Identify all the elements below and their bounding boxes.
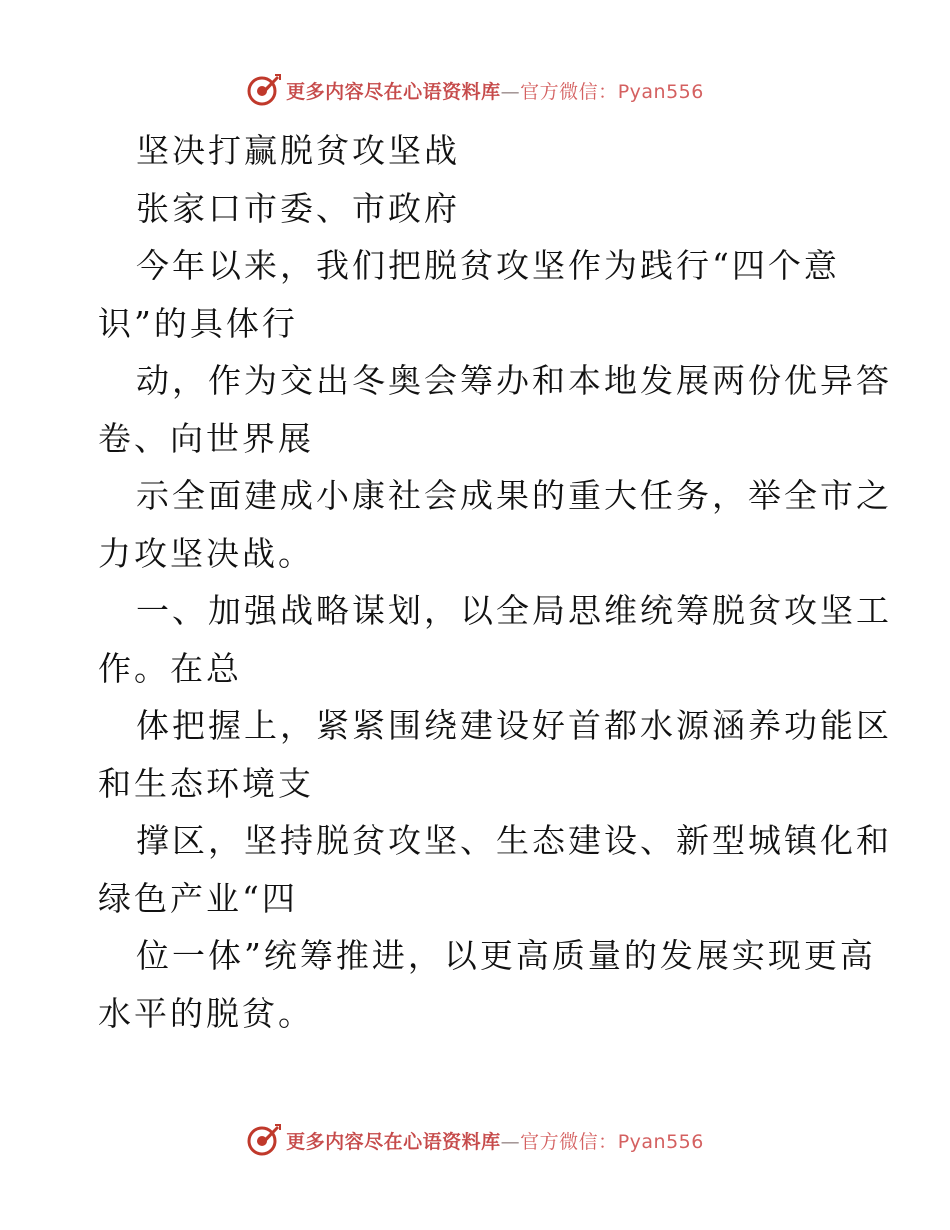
watermark-wechat-label: 官方微信： bbox=[520, 1130, 618, 1153]
footer-watermark bbox=[0, 1120, 950, 1160]
quill-logo-icon bbox=[246, 72, 282, 108]
watermark-text bbox=[286, 77, 704, 104]
text-line: 卷、向世界展 bbox=[98, 418, 314, 458]
text-line: 动，作为交出冬奥会筹办和本地发展两份优异答 bbox=[136, 361, 892, 400]
text-line: 识”的具体行 bbox=[98, 303, 298, 343]
quill-logo-icon bbox=[246, 1122, 282, 1158]
text-line: 水平的脱贫。 bbox=[98, 993, 314, 1033]
text-line: 力攻坚决战。 bbox=[98, 533, 314, 573]
watermark-site-name: 更多内容尽在心语资料库 bbox=[286, 80, 501, 103]
text-line: 位一体”统筹推进，以更高质量的发展实现更高 bbox=[136, 936, 876, 975]
watermark-wechat-id: Pyan556 bbox=[617, 80, 704, 103]
document-body bbox=[98, 122, 892, 1042]
text-line: 和生态环境支 bbox=[98, 763, 314, 803]
text-line: 撑区，坚持脱贫攻坚、生态建设、新型城镇化和 bbox=[136, 821, 892, 860]
watermark-wechat-id: Pyan556 bbox=[617, 1130, 704, 1153]
text-line: 今年以来，我们把脱贫攻坚作为践行“四个意 bbox=[136, 246, 840, 285]
text-line: 作。在总 bbox=[98, 648, 242, 688]
text-line: 坚决打赢脱贫攻坚战 bbox=[136, 131, 460, 170]
watermark-text bbox=[286, 1127, 704, 1154]
watermark-wechat-label: 官方微信： bbox=[520, 80, 618, 103]
watermark-site-name: 更多内容尽在心语资料库 bbox=[286, 1130, 501, 1153]
text-line: 示全面建成小康社会成果的重大任务，举全市之 bbox=[136, 476, 892, 515]
text-line: 一、加强战略谋划，以全局思维统筹脱贫攻坚工 bbox=[136, 591, 892, 630]
text-line: 张家口市委、市政府 bbox=[136, 188, 460, 228]
text-line: 体把握上，紧紧围绕建设好首都水源涵养功能区 bbox=[136, 706, 892, 745]
header-watermark bbox=[0, 70, 950, 110]
text-line: 绿色产业“四 bbox=[98, 878, 298, 918]
watermark-separator: — bbox=[500, 1130, 521, 1153]
watermark-separator: — bbox=[500, 80, 521, 103]
